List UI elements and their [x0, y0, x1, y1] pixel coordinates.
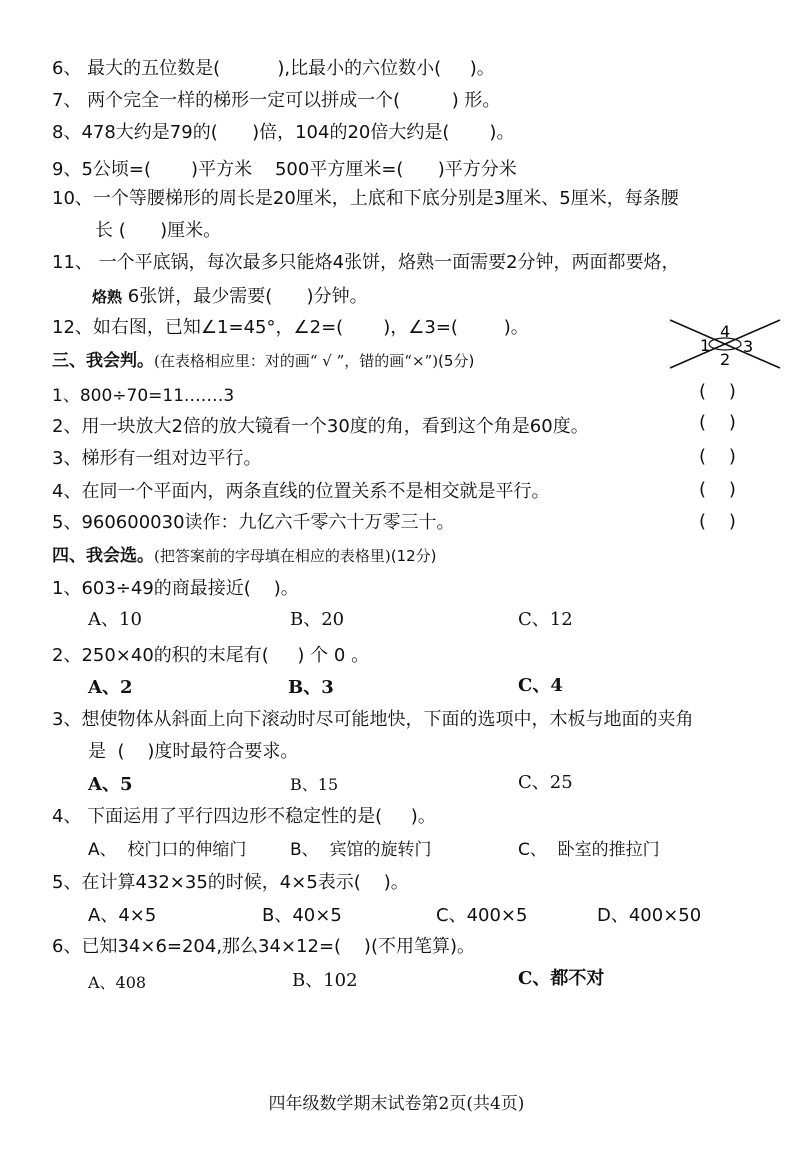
choice-question-3-line2: 是 ( )度时最符合要求。 [88, 741, 299, 762]
q2-option-c[interactable]: C、4 [518, 675, 563, 696]
question-11-rest: 6张饼，最少需要( )分钟。 [122, 286, 368, 307]
q3-option-a[interactable]: A、5 [88, 774, 133, 795]
judge-answer-4[interactable]: ( ) [699, 479, 736, 500]
choice-question-1: 1、603÷49的商最接近( )。 [52, 578, 299, 599]
question-7: 7、 两个完全一样的梯形一定可以拼成一个( ) 形。 [52, 90, 501, 111]
q5-option-b[interactable]: B、40×5 [262, 905, 342, 926]
judge-item-5: 5、960600030读作：九亿六千零六十万零三十。 [52, 512, 455, 533]
question-11-bold-word: 烙熟 [92, 288, 123, 306]
choice-question-3-line1: 3、想使物体从斜面上向下滚动时尽可能地快，下面的选项中，木板与地面的夹角 [52, 709, 694, 730]
section-4-note: (把答案前的字母填在相应的表格里) [154, 547, 391, 565]
section-3-header [52, 350, 474, 372]
q3-option-b[interactable]: B、15 [290, 775, 339, 794]
q6-option-b[interactable]: B、102 [292, 970, 358, 991]
judge-item-4: 4、在同一个平面内，两条直线的位置关系不是相交就是平行。 [52, 481, 550, 502]
q6-option-a[interactable]: A、408 [88, 973, 147, 992]
question-11-line2 [92, 286, 368, 308]
judge-answer-5[interactable]: ( ) [699, 511, 736, 532]
section-4-title: 四、我会选。 [52, 546, 154, 566]
question-10-line1: 10、一个等腰梯形的周长是20厘米，上底和下底分别是3厘米、5厘米，每条腰 [52, 188, 679, 209]
judge-answer-2[interactable]: ( ) [699, 412, 736, 433]
q4-option-c[interactable]: C、 卧室的推拉门 [518, 840, 660, 860]
q4-option-a[interactable]: A、 校门口的伸缩门 [88, 840, 247, 860]
choice-question-6: 6、已知34×6=204,那么34×12=( )(不用笔算)。 [52, 936, 475, 957]
q5-option-a[interactable]: A、4×5 [88, 905, 157, 926]
section-4-header [52, 545, 437, 567]
question-12: 12、如右图，已知∠1=45°，∠2=( )，∠3=( )。 [52, 317, 529, 338]
judge-answer-1[interactable]: ( ) [699, 381, 736, 402]
q4-option-b[interactable]: B、 宾馆的旋转门 [290, 840, 432, 860]
judge-answer-3[interactable]: ( ) [699, 446, 736, 467]
question-9: 9、5公顷=( )平方米 500平方厘米=( )平方分米 [52, 159, 517, 180]
q5-option-d[interactable]: D、400×50 [597, 905, 702, 926]
judge-item-3: 3、梯形有一组对边平行。 [52, 448, 262, 469]
question-10-line2: 长 ( )厘米。 [95, 220, 222, 241]
angle-label-4: 4 [720, 322, 731, 341]
section-3-note: (在表格相应里：对的画“ √ ”，错的画“×”) [154, 352, 439, 370]
angle-label-3: 3 [743, 337, 754, 356]
choice-question-2: 2、250×40的积的末尾有( ) 个 0 。 [52, 645, 370, 666]
q1-option-c[interactable]: C、12 [518, 609, 573, 630]
choice-question-4: 4、 下面运用了平行四边形不稳定性的是( )。 [52, 806, 436, 827]
q6-option-c[interactable]: C、都不对 [518, 968, 605, 989]
section-3-title: 三、我会判。 [52, 351, 154, 371]
q2-option-b[interactable]: B、3 [288, 677, 334, 698]
judge-item-1: 1、800÷70=11.……3 [52, 386, 235, 406]
angle-label-1: 1 [700, 336, 711, 355]
choice-question-5: 5、在计算432×35的时候，4×5表示( )。 [52, 872, 409, 893]
q5-option-c[interactable]: C、400×5 [436, 905, 528, 926]
q1-option-a[interactable]: A、10 [88, 609, 142, 630]
question-11-line1: 11、 一个平底锅，每次最多只能烙4张饼，烙熟一面需要2分钟，两面都要烙， [52, 252, 680, 273]
section-3-score: (5分) [438, 352, 475, 370]
q1-option-b[interactable]: B、20 [290, 609, 345, 630]
q2-option-a[interactable]: A、2 [88, 677, 133, 698]
judge-item-2: 2、用一块放大2倍的放大镜看一个30度的角，看到这个角是60度。 [52, 416, 589, 437]
section-4-score: (12分) [390, 547, 437, 565]
question-6: 6、 最大的五位数是( ),比最小的六位数小( )。 [52, 58, 495, 79]
page-footer: 四年级数学期末试卷第2页(共4页) [268, 1094, 525, 1114]
q3-option-c[interactable]: C、25 [518, 772, 573, 793]
angle-figure [668, 318, 783, 370]
question-8: 8、478大约是79的( )倍，104的20倍大约是( )。 [52, 122, 515, 143]
angle-label-2: 2 [720, 350, 731, 369]
